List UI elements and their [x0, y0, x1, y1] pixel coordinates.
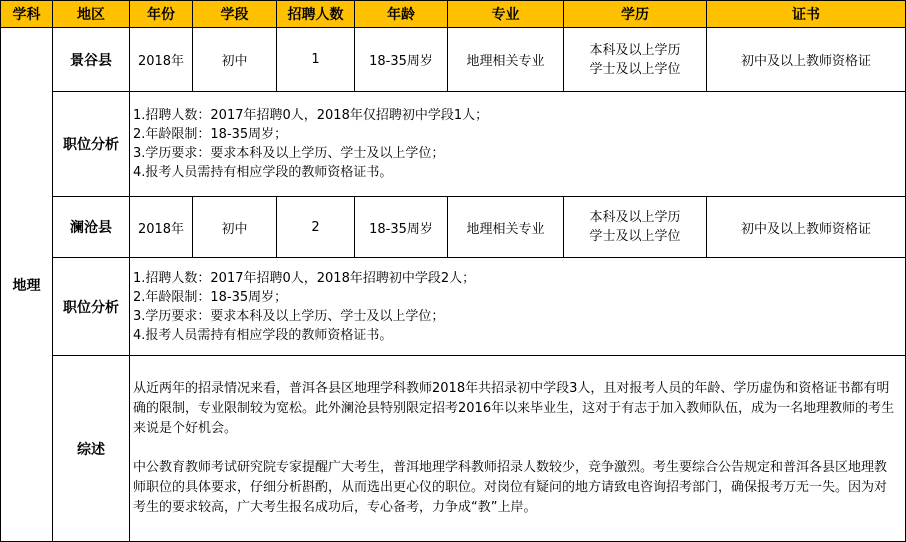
education-cell [564, 28, 707, 92]
analysis-line: 3.学历要求：要求本科及以上学历、学士及以上学位； [133, 146, 445, 161]
header-subject: 学科 [1, 1, 53, 28]
analysis-line: 1.招聘人数：2017年招聘0人，2018年仅招聘初中学段1人； [133, 108, 489, 123]
analysis-label: 职位分析 [53, 258, 130, 356]
analysis-line: 4.报考人员需持有相应学段的教师资格证书。 [133, 327, 393, 343]
certificate-cell: 初中及以上教师资格证 [707, 28, 906, 92]
analysis-line: 1.招聘人数：2017年招聘0人，2018年招聘初中学段2人； [133, 270, 476, 286]
age-cell: 18-35周岁 [355, 197, 448, 258]
summary-paragraph: 从近两年的招录情况来看，普洱各县区地理学科教师2018年共招录初中学段3人，且对报考人员的年龄、学历虚伪和资格证书都有明确的限制，专业限制较为宽松。此外澜沧县特别限定招考2016年以来毕业生，这对于有志于加入教师队伍，成为一名地理教师的考生来说是个好机会。 [133, 381, 895, 436]
analysis-label: 职位分析 [53, 92, 130, 197]
stage-cell: 初中 [193, 197, 277, 258]
summary-paragraph: 中公教育教师考试研究院专家提醒广大考生，普洱地理学科教师招录人数较少，竞争激烈。考生要综合公告规定和普洱各县区地理教师职位的具体要求，仔细分析斟酌，从而选出更心仪的职位。对岗位有疑问的地方请致电咨询招考部门，确保报考万无一失。因为对考生的要求较高，广大考生报名成功后，专心备考，力争成“教”上岸。 [133, 460, 888, 515]
header-year: 年份 [130, 1, 193, 28]
table-row [1, 197, 906, 258]
header-certificate: 证书 [707, 1, 906, 28]
analysis-line: 4.报考人员需持有相应学段的教师资格证书。 [133, 165, 393, 180]
header-education: 学历 [564, 1, 707, 28]
certificate-cell: 初中及以上教师资格证 [707, 197, 906, 258]
education-line: 本科及以上学历 [589, 210, 681, 225]
count-cell: 1 [277, 28, 355, 92]
stage-cell: 初中 [193, 28, 277, 92]
analysis-text [130, 258, 906, 356]
analysis-row [1, 92, 906, 197]
summary-text [130, 356, 906, 542]
education-line: 学士及以上学位 [589, 61, 681, 77]
education-cell [564, 197, 707, 258]
header-count: 招聘人数 [277, 1, 355, 28]
education-line: 本科及以上学历 [589, 42, 681, 58]
region-cell: 景谷县 [53, 28, 130, 92]
education-line: 学士及以上学位 [589, 229, 681, 244]
year-cell: 2018年 [130, 28, 193, 92]
header-age: 年龄 [355, 1, 448, 28]
major-cell: 地理相关专业 [448, 28, 564, 92]
age-cell: 18-35周岁 [355, 28, 448, 92]
major-cell: 地理相关专业 [448, 197, 564, 258]
summary-label: 综述 [53, 356, 130, 542]
analysis-text [130, 92, 906, 197]
paragraph-gap [133, 439, 897, 458]
header-major: 专业 [448, 1, 564, 28]
year-cell: 2018年 [130, 197, 193, 258]
subject-cell: 地理 [1, 28, 53, 542]
count-cell: 2 [277, 197, 355, 258]
analysis-line: 2.年龄限制：18-35周岁； [133, 127, 288, 142]
header-row [1, 1, 906, 28]
summary-row [1, 356, 906, 542]
region-cell: 澜沧县 [53, 197, 130, 258]
analysis-row [1, 258, 906, 356]
header-stage: 学段 [193, 1, 277, 28]
analysis-line: 2.年龄限制：18-35周岁； [133, 289, 288, 305]
header-region: 地区 [53, 1, 130, 28]
analysis-line: 3.学历要求：要求本科及以上学历、学士及以上学位； [133, 308, 445, 324]
table-row [1, 28, 906, 92]
